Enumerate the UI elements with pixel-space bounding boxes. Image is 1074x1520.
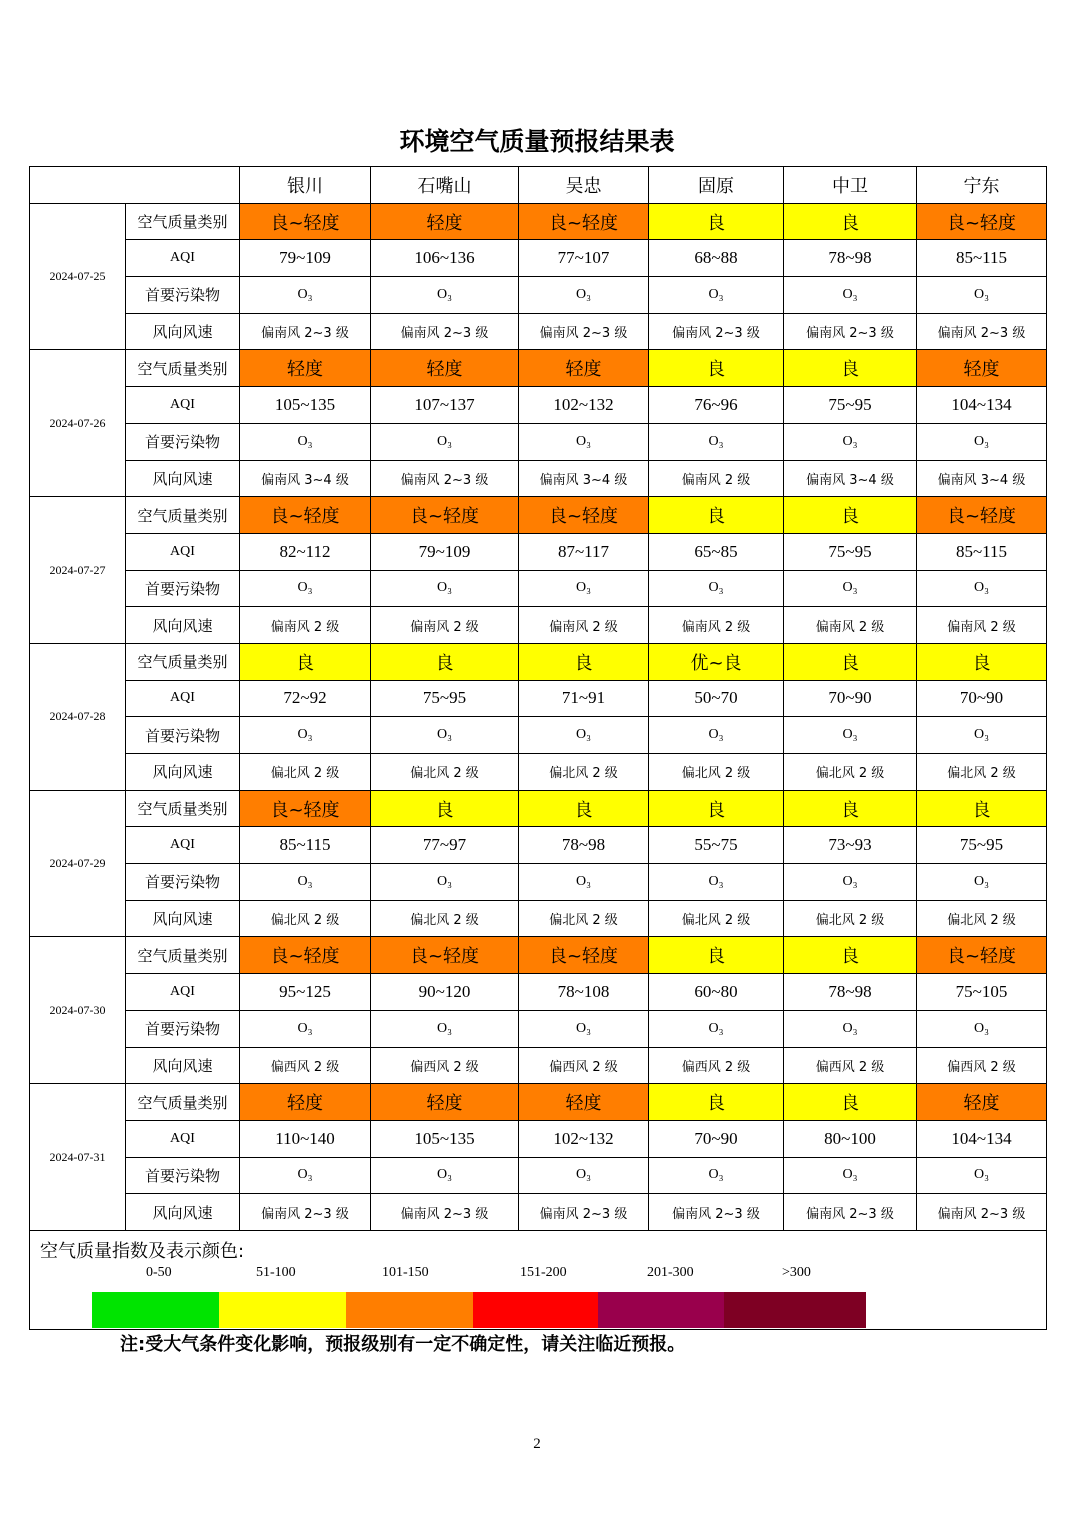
wind-cell: 偏西风 2 级 (240, 1047, 371, 1084)
aqi-value-cell: 75~95 (784, 387, 917, 424)
pollutant-cell: O₃ (371, 570, 519, 607)
city-header: 中卫 (784, 167, 917, 204)
category-cell: 良 (371, 790, 519, 827)
pollutant-cell: O₃ (240, 570, 371, 607)
category-cell: 良 (240, 643, 371, 680)
pollutant-cell: O₃ (917, 1157, 1047, 1194)
wind-cell: 偏北风 2 级 (371, 754, 519, 791)
wind-cell: 偏北风 2 级 (784, 754, 917, 791)
pollutant-cell: O₃ (240, 717, 371, 754)
aqi-value-cell: 90~120 (371, 974, 519, 1011)
date-cell: 2024-07-26 (30, 350, 126, 497)
pollutant-row (30, 423, 1047, 460)
legend-range-label: 51-100 (256, 1264, 296, 1280)
city-header: 固原 (649, 167, 784, 204)
category-cell: 轻度 (519, 1084, 649, 1121)
pollutant-cell: O₃ (371, 277, 519, 314)
row-label: 风向风速 (126, 900, 240, 937)
pollutant-cell: O₃ (917, 423, 1047, 460)
row-label: 风向风速 (126, 460, 240, 497)
wind-cell: 偏西风 2 级 (784, 1047, 917, 1084)
wind-cell: 偏南风 2 级 (519, 607, 649, 644)
aqi-value-cell: 72~92 (240, 680, 371, 717)
wind-cell: 偏南风 2~3 级 (784, 1194, 917, 1231)
header-corner (30, 167, 240, 204)
wind-cell: 偏西风 2 级 (519, 1047, 649, 1084)
wind-cell: 偏南风 2~3 级 (649, 313, 784, 350)
legend-range-label: 0-50 (146, 1264, 172, 1280)
row-label: 首要污染物 (126, 1010, 240, 1047)
category-cell: 轻度 (371, 203, 519, 240)
aqi-value-cell: 77~107 (519, 240, 649, 277)
category-cell: 良 (649, 350, 784, 387)
pollutant-cell: O₃ (519, 1157, 649, 1194)
wind-cell: 偏北风 2 级 (519, 900, 649, 937)
category-cell: 良~轻度 (371, 937, 519, 974)
aqi-value-cell: 79~109 (371, 533, 519, 570)
category-cell: 良~轻度 (519, 937, 649, 974)
wind-row (30, 313, 1047, 350)
pollutant-row (30, 570, 1047, 607)
city-header: 银川 (240, 167, 371, 204)
row-label: 空气质量类别 (126, 203, 240, 240)
wind-cell: 偏南风 3~4 级 (519, 460, 649, 497)
pollutant-cell: O₃ (917, 717, 1047, 754)
wind-cell: 偏北风 2 级 (917, 754, 1047, 791)
aqi-value-cell: 104~134 (917, 1120, 1047, 1157)
aqi-value-cell: 76~96 (649, 387, 784, 424)
category-cell: 良 (649, 1084, 784, 1121)
row-label: 风向风速 (126, 1047, 240, 1084)
wind-cell: 偏南风 3~4 级 (784, 460, 917, 497)
pollutant-cell: O₃ (784, 1157, 917, 1194)
category-row (30, 1084, 1047, 1121)
wind-cell: 偏北风 2 级 (240, 900, 371, 937)
category-cell: 良~轻度 (917, 937, 1047, 974)
pollutant-cell: O₃ (371, 864, 519, 901)
pollutant-cell: O₃ (240, 277, 371, 314)
legend-color-swatch (724, 1292, 866, 1328)
wind-cell: 偏南风 2~3 级 (649, 1194, 784, 1231)
aqi-value-cell: 75~95 (371, 680, 519, 717)
row-label: 风向风速 (126, 1194, 240, 1231)
pollutant-cell: O₃ (649, 1157, 784, 1194)
aqi-row (30, 1120, 1047, 1157)
wind-row (30, 607, 1047, 644)
category-cell: 良 (649, 790, 784, 827)
wind-cell: 偏南风 2 级 (371, 607, 519, 644)
row-label: AQI (126, 1120, 240, 1157)
wind-row (30, 1194, 1047, 1231)
category-cell: 良 (784, 1084, 917, 1121)
pollutant-cell: O₃ (519, 423, 649, 460)
pollutant-cell: O₃ (917, 864, 1047, 901)
legend-range-label: >300 (782, 1264, 811, 1280)
pollutant-cell: O₃ (649, 1010, 784, 1047)
category-cell: 轻度 (371, 1084, 519, 1121)
aqi-value-cell: 107~137 (371, 387, 519, 424)
aqi-value-cell: 85~115 (917, 533, 1047, 570)
aqi-value-cell: 78~98 (784, 240, 917, 277)
pollutant-cell: O₃ (240, 423, 371, 460)
category-row (30, 497, 1047, 534)
pollutant-cell: O₃ (240, 1157, 371, 1194)
pollutant-cell: O₃ (371, 1010, 519, 1047)
aqi-row (30, 680, 1047, 717)
aqi-value-cell: 105~135 (371, 1120, 519, 1157)
row-label: 空气质量类别 (126, 937, 240, 974)
wind-row (30, 460, 1047, 497)
wind-cell: 偏北风 2 级 (649, 754, 784, 791)
category-cell: 轻度 (917, 1084, 1047, 1121)
legend-color-swatch (598, 1292, 724, 1328)
wind-cell: 偏南风 2 级 (917, 607, 1047, 644)
pollutant-cell: O₃ (519, 717, 649, 754)
category-cell: 良 (917, 643, 1047, 680)
aqi-value-cell: 75~105 (917, 974, 1047, 1011)
category-row (30, 203, 1047, 240)
row-label: 首要污染物 (126, 423, 240, 460)
category-cell: 良~轻度 (240, 790, 371, 827)
wind-cell: 偏南风 3~4 级 (917, 460, 1047, 497)
category-row (30, 643, 1047, 680)
category-cell: 良 (784, 497, 917, 534)
aqi-value-cell: 105~135 (240, 387, 371, 424)
wind-cell: 偏南风 2 级 (649, 607, 784, 644)
pollutant-row (30, 1157, 1047, 1194)
aqi-value-cell: 106~136 (371, 240, 519, 277)
row-label: 空气质量类别 (126, 350, 240, 387)
pollutant-cell: O₃ (240, 1010, 371, 1047)
category-cell: 良 (649, 937, 784, 974)
wind-cell: 偏南风 2~3 级 (917, 313, 1047, 350)
date-cell: 2024-07-28 (30, 643, 126, 790)
wind-cell: 偏南风 2~3 级 (240, 1194, 371, 1231)
pollutant-row (30, 864, 1047, 901)
wind-cell: 偏北风 2 级 (519, 754, 649, 791)
wind-row (30, 1047, 1047, 1084)
row-label: 风向风速 (126, 313, 240, 350)
row-label: AQI (126, 680, 240, 717)
row-label: 风向风速 (126, 607, 240, 644)
category-cell: 良~轻度 (917, 497, 1047, 534)
row-label: AQI (126, 240, 240, 277)
aqi-value-cell: 73~93 (784, 827, 917, 864)
pollutant-cell: O₃ (649, 570, 784, 607)
category-row (30, 790, 1047, 827)
wind-cell: 偏北风 2 级 (784, 900, 917, 937)
row-label: AQI (126, 387, 240, 424)
date-cell: 2024-07-30 (30, 937, 126, 1084)
wind-row (30, 900, 1047, 937)
legend-title: 空气质量指数及表示颜色: (40, 1240, 245, 1262)
wind-cell: 偏南风 2~3 级 (519, 313, 649, 350)
aqi-row (30, 533, 1047, 570)
row-label: AQI (126, 533, 240, 570)
category-cell: 轻度 (917, 350, 1047, 387)
wind-cell: 偏南风 2~3 级 (784, 313, 917, 350)
wind-cell: 偏北风 2 级 (917, 900, 1047, 937)
header-row (30, 167, 1047, 204)
pollutant-cell: O₃ (784, 1010, 917, 1047)
wind-row (30, 754, 1047, 791)
category-row (30, 350, 1047, 387)
row-label: 空气质量类别 (126, 1084, 240, 1121)
row-label: 空气质量类别 (126, 790, 240, 827)
pollutant-cell: O₃ (371, 423, 519, 460)
row-label: AQI (126, 827, 240, 864)
category-cell: 良 (784, 350, 917, 387)
legend-range-label: 201-300 (647, 1264, 694, 1280)
aqi-value-cell: 77~97 (371, 827, 519, 864)
category-cell: 良 (917, 790, 1047, 827)
category-cell: 良~轻度 (240, 203, 371, 240)
category-cell: 良~轻度 (519, 203, 649, 240)
aqi-value-cell: 50~70 (649, 680, 784, 717)
wind-cell: 偏南风 2~3 级 (371, 1194, 519, 1231)
pollutant-cell: O₃ (519, 864, 649, 901)
legend-section (30, 1230, 1047, 1329)
pollutant-cell: O₃ (240, 864, 371, 901)
aqi-value-cell: 60~80 (649, 974, 784, 1011)
pollutant-cell: O₃ (519, 277, 649, 314)
legend-color-swatch (92, 1292, 219, 1328)
city-header: 吴忠 (519, 167, 649, 204)
aqi-value-cell: 79~109 (240, 240, 371, 277)
pollutant-cell: O₃ (649, 423, 784, 460)
pollutant-cell: O₃ (784, 717, 917, 754)
wind-cell: 偏西风 2 级 (649, 1047, 784, 1084)
row-label: 空气质量类别 (126, 643, 240, 680)
legend-color-swatch (219, 1292, 346, 1328)
category-cell: 良 (784, 790, 917, 827)
pollutant-cell: O₃ (519, 1010, 649, 1047)
aqi-row (30, 387, 1047, 424)
category-cell: 良~轻度 (240, 497, 371, 534)
category-cell: 良 (371, 643, 519, 680)
pollutant-cell: O₃ (917, 570, 1047, 607)
pollutant-cell: O₃ (784, 277, 917, 314)
aqi-value-cell: 104~134 (917, 387, 1047, 424)
aqi-row (30, 974, 1047, 1011)
pollutant-cell: O₃ (649, 277, 784, 314)
page-number: 2 (533, 1436, 541, 1452)
pollutant-row (30, 1010, 1047, 1047)
wind-cell: 偏南风 2~3 级 (519, 1194, 649, 1231)
category-cell: 轻度 (519, 350, 649, 387)
aqi-value-cell: 75~95 (784, 533, 917, 570)
category-cell: 良 (519, 790, 649, 827)
row-label: 首要污染物 (126, 570, 240, 607)
category-cell: 良 (649, 497, 784, 534)
city-header: 石嘴山 (371, 167, 519, 204)
wind-cell: 偏南风 2 级 (649, 460, 784, 497)
wind-cell: 偏北风 2 级 (371, 900, 519, 937)
wind-cell: 偏南风 2~3 级 (371, 313, 519, 350)
aqi-value-cell: 55~75 (649, 827, 784, 864)
pollutant-cell: O₃ (784, 864, 917, 901)
aqi-value-cell: 70~90 (649, 1120, 784, 1157)
wind-cell: 偏南风 2~3 级 (371, 460, 519, 497)
city-header: 宁东 (917, 167, 1047, 204)
aqi-value-cell: 102~132 (519, 1120, 649, 1157)
pollutant-cell: O₃ (917, 1010, 1047, 1047)
forecast-note: 注:受大气条件变化影响，预报级别有一定不确定性，请关注临近预报。 (120, 1334, 686, 1355)
wind-cell: 偏南风 2~3 级 (240, 313, 371, 350)
row-label: 首要污染物 (126, 864, 240, 901)
aqi-value-cell: 78~98 (784, 974, 917, 1011)
category-row (30, 937, 1047, 974)
wind-cell: 偏南风 2 级 (240, 607, 371, 644)
pollutant-cell: O₃ (371, 1157, 519, 1194)
aqi-value-cell: 95~125 (240, 974, 371, 1011)
aqi-value-cell: 68~88 (649, 240, 784, 277)
forecast-table (29, 166, 1047, 1330)
legend-color-swatch (473, 1292, 598, 1328)
date-cell: 2024-07-27 (30, 497, 126, 644)
pollutant-row (30, 277, 1047, 314)
row-label: 风向风速 (126, 754, 240, 791)
wind-cell: 偏西风 2 级 (917, 1047, 1047, 1084)
aqi-value-cell: 85~115 (917, 240, 1047, 277)
aqi-value-cell: 85~115 (240, 827, 371, 864)
row-label: 首要污染物 (126, 277, 240, 314)
wind-cell: 偏南风 3~4 级 (240, 460, 371, 497)
pollutant-cell: O₃ (649, 717, 784, 754)
category-cell: 良 (519, 643, 649, 680)
aqi-value-cell: 65~85 (649, 533, 784, 570)
legend-color-swatch (346, 1292, 473, 1328)
aqi-row (30, 240, 1047, 277)
aqi-value-cell: 71~91 (519, 680, 649, 717)
pollutant-cell: O₃ (371, 717, 519, 754)
aqi-value-cell: 70~90 (784, 680, 917, 717)
wind-cell: 偏北风 2 级 (240, 754, 371, 791)
pollutant-cell: O₃ (917, 277, 1047, 314)
wind-cell: 偏南风 2~3 级 (917, 1194, 1047, 1231)
pollutant-cell: O₃ (784, 570, 917, 607)
aqi-value-cell: 80~100 (784, 1120, 917, 1157)
wind-cell: 偏南风 2 级 (784, 607, 917, 644)
category-cell: 良~轻度 (519, 497, 649, 534)
wind-cell: 偏北风 2 级 (649, 900, 784, 937)
legend-range-label: 101-150 (382, 1264, 429, 1280)
category-cell: 良~轻度 (240, 937, 371, 974)
aqi-value-cell: 70~90 (917, 680, 1047, 717)
date-cell: 2024-07-25 (30, 203, 126, 350)
aqi-value-cell: 75~95 (917, 827, 1047, 864)
aqi-value-cell: 78~108 (519, 974, 649, 1011)
row-label: 空气质量类别 (126, 497, 240, 534)
pollutant-row (30, 717, 1047, 754)
category-cell: 轻度 (240, 350, 371, 387)
category-cell: 轻度 (371, 350, 519, 387)
category-cell: 轻度 (240, 1084, 371, 1121)
legend-range-label: 151-200 (520, 1264, 567, 1280)
page-title: 环境空气质量预报结果表 (399, 127, 675, 156)
wind-cell: 偏西风 2 级 (371, 1047, 519, 1084)
row-label: AQI (126, 974, 240, 1011)
row-label: 首要污染物 (126, 717, 240, 754)
pollutant-cell: O₃ (519, 570, 649, 607)
pollutant-cell: O₃ (784, 423, 917, 460)
row-label: 首要污染物 (126, 1157, 240, 1194)
aqi-value-cell: 110~140 (240, 1120, 371, 1157)
category-cell: 良 (649, 203, 784, 240)
aqi-value-cell: 82~112 (240, 533, 371, 570)
category-cell: 优~良 (649, 643, 784, 680)
pollutant-cell: O₃ (649, 864, 784, 901)
date-cell: 2024-07-31 (30, 1084, 126, 1231)
category-cell: 良~轻度 (917, 203, 1047, 240)
category-cell: 良 (784, 937, 917, 974)
aqi-value-cell: 87~117 (519, 533, 649, 570)
category-cell: 良 (784, 203, 917, 240)
aqi-value-cell: 78~98 (519, 827, 649, 864)
category-cell: 良~轻度 (371, 497, 519, 534)
aqi-value-cell: 102~132 (519, 387, 649, 424)
aqi-row (30, 827, 1047, 864)
date-cell: 2024-07-29 (30, 790, 126, 937)
category-cell: 良 (784, 643, 917, 680)
